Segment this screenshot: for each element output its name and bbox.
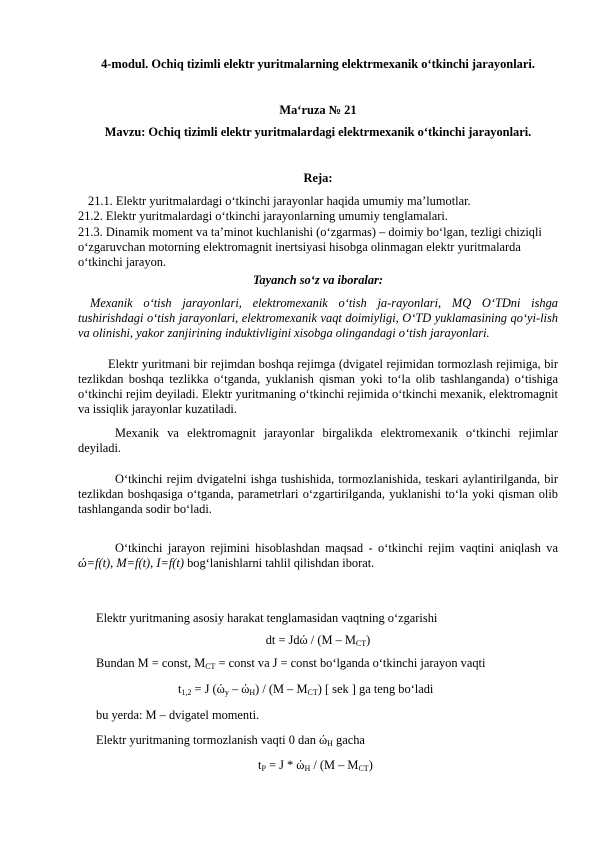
paragraph-8-sub: H — [327, 739, 333, 748]
paragraph-4-formulas: ώ=f(t), M=f(t), I=f(t) — [78, 556, 184, 570]
equation-1-main: dt = Jdώ / (M – M — [265, 633, 356, 647]
module-title: 4-modul. Ochiq tizimli elektr yuritmalarning elektrmexanik oʻtkinchi jarayonlari. — [101, 57, 535, 71]
paragraph-6 — [96, 656, 576, 671]
lecture-number: Maʻruza № 21 — [279, 103, 357, 117]
equation-2-b: – ώ — [228, 682, 250, 696]
paragraph-5: Elektr yuritmaning asosiy harakat tenglamasidan vaqtning oʻzgarishi — [96, 611, 438, 625]
equation-3-c: ) — [368, 758, 373, 772]
keywords-text: Mexanik oʻtish jarayonlari, elektromexanik oʻtish ja-rayonlari, MQ OʻTDni ishga tushirishdagi oʻtish jarayonlari, elektromexanik vaqt doimiyligi, OʻTD yuklamasining qoʻyi-lish va olinishi, yakor zanjirining induktivligini xisobga olingandagi oʻtish jarayonlari. — [78, 296, 558, 340]
paragraph-6-sub: CT — [205, 662, 216, 671]
equation-2-ct-sub: CT — [307, 688, 318, 697]
plan-item-2: 21.2. Elektr yuritmalardagi oʻtkinchi jarayonlarning umumiy tenglamalari. — [78, 209, 448, 223]
paragraph-8-a: Elektr yuritmaning tormozlanish vaqti 0 dan ώ — [96, 733, 328, 747]
paragraph-6-b: = const va J = const boʻlganda oʻtkinchi jarayon vaqti — [215, 656, 486, 670]
equation-1-sub: CT — [355, 639, 367, 648]
equation-2-t: t — [178, 682, 182, 696]
equation-3-h-sub: H — [304, 764, 311, 773]
equation-3-t: t — [258, 758, 262, 772]
paragraph-6-a: Bundan M = const, M — [96, 656, 206, 670]
equation-2-c: ) / (M – M — [255, 682, 308, 696]
plan-heading: Reja: — [303, 171, 333, 185]
plan-item-1: 21.1. Elektr yuritmalardagi oʻtkinchi jarayonlar haqida umumiy maʼlumotlar. — [88, 194, 471, 208]
equation-2-d: ) [ sek ] ga teng boʻladi — [317, 682, 434, 696]
equation-3 — [258, 758, 596, 773]
equation-2 — [178, 682, 596, 697]
equation-2-h-sub: H — [249, 688, 256, 697]
paragraph-8-b: gacha — [332, 733, 365, 747]
paragraph-4 — [78, 541, 558, 571]
equation-2-t-sub: 1,2 — [181, 688, 192, 697]
paragraph-4-end: bogʻlanishlarni tahlil qilishdan iborat. — [183, 556, 375, 570]
equation-3-t-sub: P — [261, 764, 266, 773]
equation-1-close: ) — [366, 633, 371, 647]
equation-3-a: = J * ώ — [265, 758, 305, 772]
paragraph-2: Mexanik va elektromagnit jarayonlar birgalikda elektromexanik oʻtkinchi rejimlar deyiladi. — [78, 426, 558, 455]
topic-title: Mavzu: Ochiq tizimli elektr yuritmalardagi elektrmexanik oʻtkinchi jarayonlari. — [104, 125, 532, 139]
equation-1 — [78, 633, 558, 648]
paragraph-8 — [96, 733, 576, 748]
paragraph-7: bu yerda: M – dvigatel momenti. — [96, 708, 260, 722]
paragraph-1: Elektr yuritmani bir rejimdan boshqa rejimga (dvigatel rejimidan tormozlash rejimiga, bir tezlikdan boshqa tezlikka oʻtganda, yuklanish qisman yoki toʻla olib tashlanganda) oʻtishiga oʻtkinchi rejim deyiladi. Elektr yuritmaning oʻtkinchi rejimida oʻtkinchi mexanik, elektromagnit va issiqlik jarayonlar kuzatiladi. — [78, 357, 558, 416]
equation-3-b: / (M – M — [310, 758, 359, 772]
equation-3-ct-sub: CT — [358, 764, 369, 773]
keywords-heading: Tayanch soʻz va iboralar: — [253, 273, 383, 287]
equation-2-a: = J (ώ — [191, 682, 225, 696]
paragraph-3: Oʻtkinchi rejim dvigatelni ishga tushishida, tormozlanishida, teskari aylantirilganda, bir tezlikdan boshqasiga oʻtganda, parametrlari oʻzgartirilganda, yuklanishi toʻla yoki qisman olib tashlanganda sodir boʻladi. — [78, 472, 558, 516]
plan-item-3: 21.3. Dinamik moment va taʼminot kuchlanishi (oʻzgarmas) – doimiy boʻlgan, tezligi chiziqli oʻzgaruvchan motorning elektromagnit inertsiyasi hisobga olinmagan elektr yuritmalarda oʻtkinchi jarayon. — [78, 225, 542, 269]
paragraph-4-start: Oʻtkinchi jarayon rejimini hisoblashdan maqsad - oʻtkinchi rejim vaqtini aniqlash va — [115, 541, 558, 555]
equation-2-y-sub: y — [224, 688, 229, 697]
